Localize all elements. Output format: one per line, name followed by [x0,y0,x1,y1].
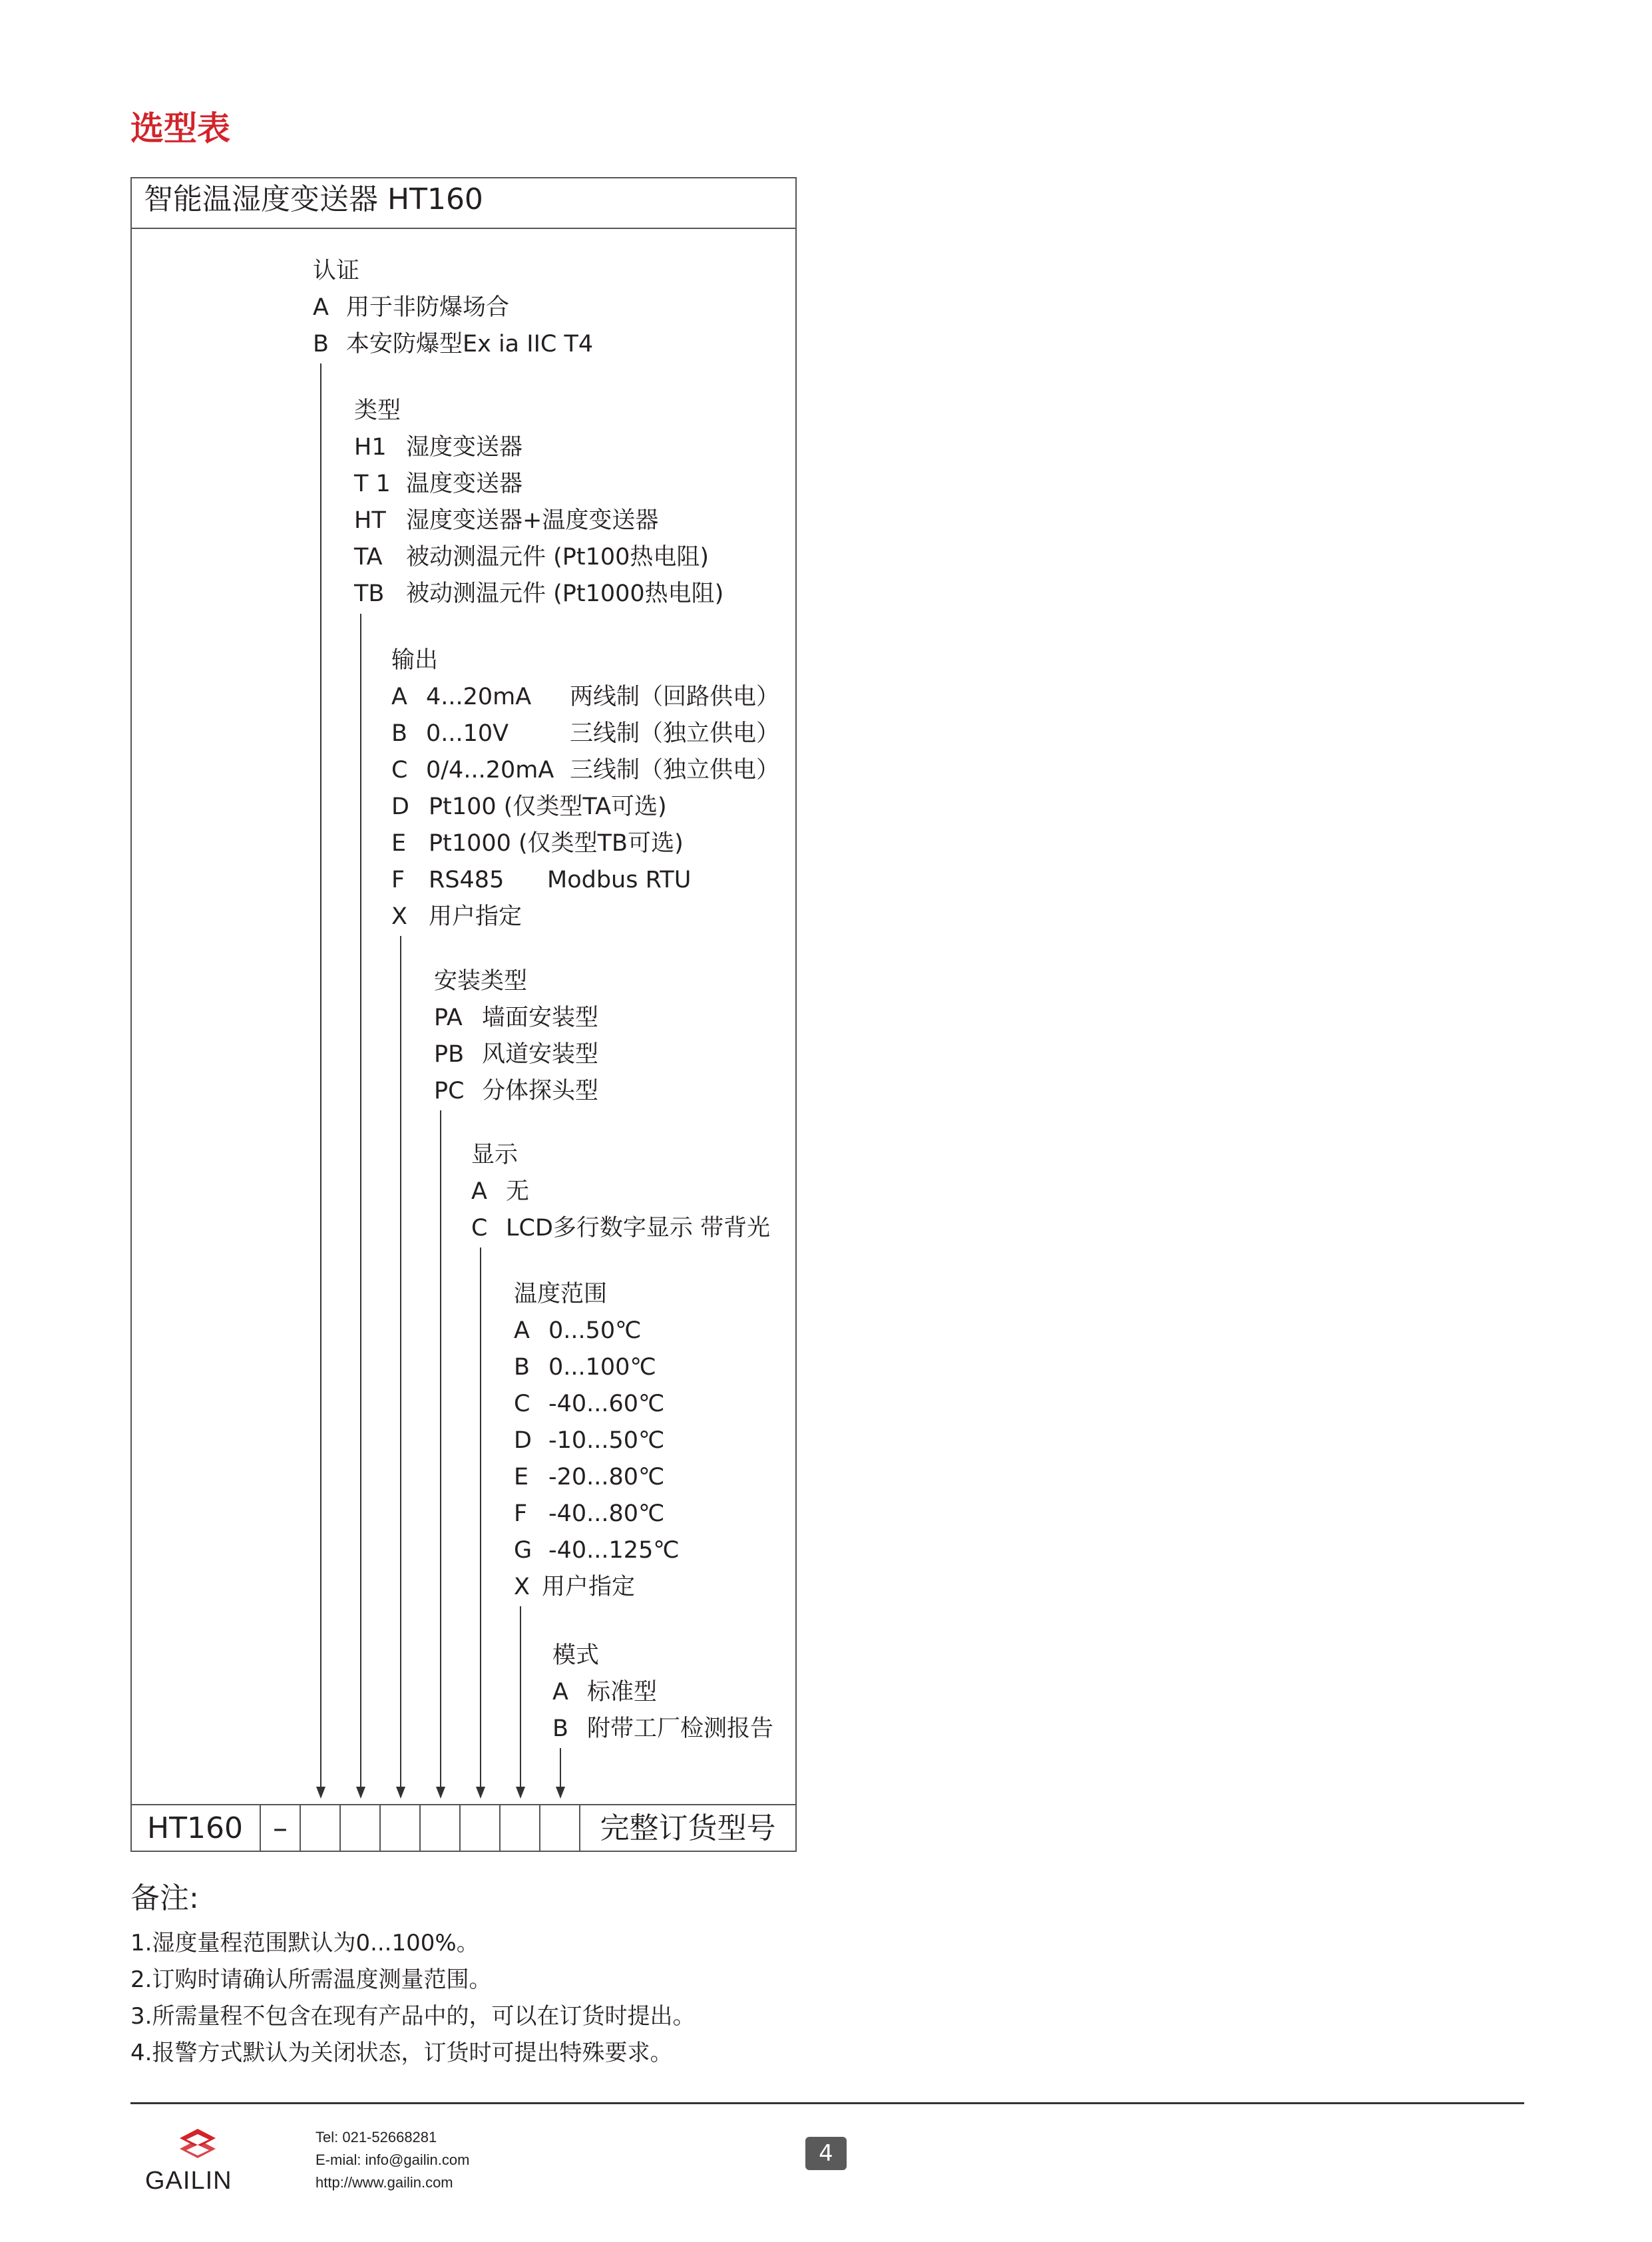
option-code: C [391,757,408,784]
order-code-slot [301,1805,341,1852]
option-row [434,1073,598,1110]
option-code: A [313,294,329,321]
option-row [354,503,658,539]
group-heading-type: 类型 [354,397,401,424]
page-number: 4 [805,2137,847,2170]
arrow-down-icon [436,1787,445,1799]
option-text: LCD多行数字显示 带背光 [506,1215,771,1241]
table-header-divider [130,228,797,229]
option-code: B [514,1354,530,1381]
option-code: HT [354,507,386,534]
contact-website: http://www.gailin.com [315,2174,453,2191]
option-text: 4...20mA [426,684,532,710]
option-row [313,326,593,363]
order-code-slot [501,1805,540,1852]
order-code-dash: – [261,1805,301,1852]
connector-line [560,1748,561,1787]
option-row [471,1174,529,1210]
note-item: 1.湿度量程范围默认为0...100%。 [130,1930,479,1956]
group-heading-display: 显示 [471,1142,518,1168]
option-code: B [552,1715,569,1742]
option-code: A [471,1178,487,1205]
option-text: Pt1000 (仅类型TB可选) [429,830,684,857]
option-code: X [391,903,407,930]
option-text: 用户指定 [429,903,522,930]
option-code: G [514,1537,532,1564]
option-text: -40...60℃ [548,1391,665,1417]
option-code: X [514,1574,530,1600]
option-text: 用户指定 [542,1574,636,1600]
option-text: 无 [506,1178,530,1205]
option-code: B [391,720,408,747]
contact-email: E-mial: info@gailin.com [315,2151,470,2168]
option-code: T 1 [354,471,391,497]
option-code: H1 [354,434,387,461]
option-row [514,1569,635,1606]
note-item: 3.所需量程不包含在现有产品中的，可以在订货时提出。 [130,2003,696,2030]
option-code: E [514,1464,529,1490]
arrow-down-icon [556,1787,565,1799]
option-row [514,1386,664,1423]
option-row [354,576,723,612]
option-text: 被动测温元件 (Pt100热电阻) [406,544,710,570]
option-row [552,1674,657,1711]
option-row [514,1423,664,1459]
option-code: A [391,684,407,710]
option-code: TB [354,580,385,607]
order-code-slot [540,1805,580,1852]
option-row [514,1313,642,1349]
group-heading-certification: 认证 [313,258,360,284]
note-item: 2.订购时请确认所需温度测量范围。 [130,1966,492,1993]
order-code-slot [341,1805,381,1852]
option-text: 本安防爆型Ex ia IIC T4 [346,331,594,357]
connector-line [320,363,321,1787]
option-text: 0...50℃ [548,1317,642,1344]
option-text: RS485 [429,867,505,893]
order-code-slot [421,1805,461,1852]
option-text: 0...100℃ [548,1354,656,1381]
option-code: F [391,867,405,893]
brand-name: GAILIN [145,2167,232,2195]
option-row [514,1459,664,1496]
option-code: PB [434,1041,465,1068]
option-code: B [313,331,329,357]
order-code-row [130,1804,797,1852]
contact-tel: Tel: 021-52668281 [315,2129,437,2145]
option-text: -20...80℃ [548,1464,665,1490]
footer-divider [130,2102,1524,2104]
connector-line [480,1247,481,1787]
group-heading-temperature-range: 温度范围 [514,1281,608,1307]
option-extra: 三线制（独立供电） [570,720,780,747]
option-row [391,679,779,716]
option-code: E [391,830,407,857]
option-text: 温度变送器 [406,471,523,497]
order-code-label: 完整订货型号 [600,1811,776,1845]
option-text: 分体探头型 [482,1078,599,1104]
group-heading-installation: 安装类型 [434,968,528,995]
option-row [514,1532,680,1569]
gailin-logo-icon [176,2128,220,2165]
option-row [434,1000,598,1036]
option-code: D [514,1427,532,1454]
option-row [391,899,522,935]
option-row [354,466,522,503]
option-text: 用于非防爆场合 [346,294,510,321]
option-row [514,1349,656,1386]
option-text: 附带工厂检测报告 [587,1715,774,1742]
arrow-down-icon [516,1787,525,1799]
notes-title: 备注: [130,1881,199,1915]
option-code: PC [434,1078,465,1104]
option-code: D [391,793,409,820]
option-text: -40...125℃ [548,1537,680,1564]
option-row [391,716,779,752]
option-code: TA [354,544,383,570]
option-code: A [552,1679,568,1705]
order-code-slot [381,1805,421,1852]
option-extra: 三线制（独立供电） [570,757,780,784]
option-text: -40...80℃ [548,1500,665,1527]
option-row [354,429,522,466]
option-row [514,1496,664,1532]
section-title: 选型表 [130,109,230,148]
option-text: 标准型 [587,1679,658,1705]
group-heading-mode: 模式 [552,1642,600,1669]
option-text: 墙面安装型 [482,1005,599,1031]
connector-line [440,1110,441,1787]
connector-line [360,614,361,1787]
option-row [391,825,684,862]
connector-line [400,936,401,1787]
option-extra: Modbus RTU [547,867,692,893]
option-row [391,789,667,825]
arrow-down-icon [356,1787,365,1799]
option-row [391,862,691,899]
table-title: 智能温湿度变送器 HT160 [144,182,483,216]
option-code: A [514,1317,530,1344]
option-text: 被动测温元件 (Pt1000热电阻) [406,580,724,607]
option-code: PA [434,1005,463,1031]
order-code-model: HT160 [130,1805,261,1852]
group-heading-output: 输出 [391,647,439,674]
option-text: 湿度变送器+温度变送器 [406,507,659,534]
arrow-down-icon [476,1787,485,1799]
option-text: Pt100 (仅类型TA可选) [429,793,667,820]
option-code: C [514,1391,530,1417]
option-text: 湿度变送器 [406,434,523,461]
option-row [391,752,779,789]
connector-line [520,1606,521,1787]
option-text: 0/4...20mA [426,757,554,784]
option-row [552,1711,773,1747]
option-row [434,1036,598,1073]
option-row [471,1210,770,1247]
option-row [313,290,509,326]
option-text: -10...50℃ [548,1427,665,1454]
option-code: F [514,1500,528,1527]
arrow-down-icon [316,1787,325,1799]
note-item: 4.报警方式默认为关闭状态，订货时可提出特殊要求。 [130,2040,673,2066]
option-extra: 两线制（回路供电） [570,684,780,710]
arrow-down-icon [396,1787,405,1799]
option-text: 风道安装型 [482,1041,599,1068]
order-code-slot [461,1805,501,1852]
option-row [354,539,709,576]
option-code: C [471,1215,488,1241]
option-text: 0...10V [426,720,509,747]
